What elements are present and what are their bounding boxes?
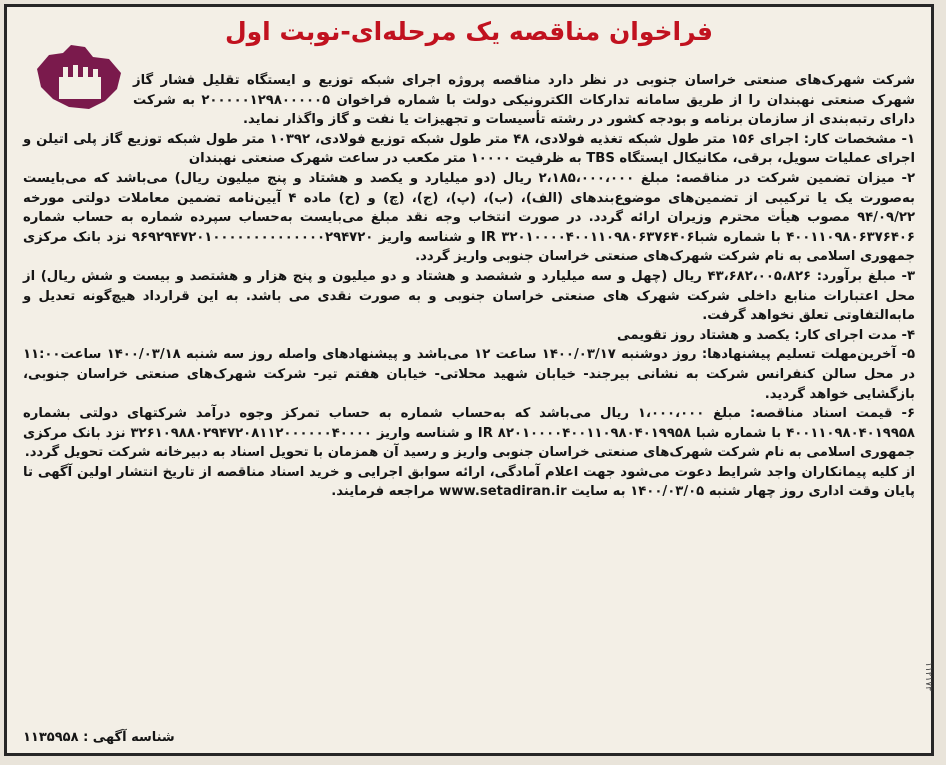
tender-notice bbox=[4, 4, 934, 756]
notice-body bbox=[23, 71, 915, 502]
notice-item: ۶- قیمت اسناد مناقصه: مبلغ ۱،۰۰۰،۰۰۰ ریال می‌باشد که به‌حساب شماره به حساب تمرکز وجوه درآمد شرکتهای دولتی بشماره ۴۰۰۱۱۰۹۸۰۴۰۱۹۹۵۸ با شماره شبا IR ۸۲۰۱۰۰۰۰۴۰۰۱۱۰۹۸۰۴۰۱۹۹۵۸ و شناسه واریز ۳۲۶۱۰۹۸۸۰۲۹۴۷۲۰۸۱۱۲۰۰۰۰۰۰۴۰۰۰۰ نزد بانک مرکزی جمهوری اسلامی به نام شرکت شهرک‌های صنعتی خراسان جنوبی واریز و رسید آن همزمان با تحویل اسناد به دبیرخانه شرکت تحویل گردد. bbox=[23, 406, 915, 461]
notice-item: ۴- مدت اجرای کار: یکصد و هشتاد روز تقویمی bbox=[617, 327, 915, 343]
notice-item: ۵- آخرین‌مهلت تسلیم پیشنهادها: روز دوشنبه ۱۴۰۰/۰۳/۱۷ ساعت ۱۲ می‌باشد و پیشنهادهای واصله روز سه شنبه ۱۴۰۰/۰۳/۱۸ ساعت۱۱:۰۰ در محل سالن کنفرانس شرکت به نشانی بیرجند- خیابان شهید محلاتی- خیابان هفتم تیر- شرکت شهرک‌های صنعتی خراسان جنوبی، بازگشایی خواهد گردید. bbox=[23, 347, 916, 402]
notice-item: ۲- میزان تضمین شرکت در مناقصه: مبلغ ۲،۱۸۵،۰۰۰،۰۰۰ ریال (دو میلیارد و یکصد و هشتاد و پنج میلیون ریال) می‌باشد که می‌بایست به‌صورت یک یا ترکیبی از تضمین‌های موضوع‌بندهای (الف)، (ب)، (پ)، (ج)، (چ) و (ح) ماده ۴ آیین‌نامه تضمین معاملات دولتی مورخه ۹۴/۰۹/۲۲ مصوب هیأت محترم وزیران ارائه گردد. در صورت انتخاب وجه نقد مبلغ می‌بایست به‌حساب سپرده شماره به حساب شماره ۴۰۰۱۱۰۹۸۰۶۳۷۶۴۰۶ با شماره شباIR ۳۲۰۱۰۰۰۰۴۰۰۱۱۰۹۸۰۶۳۷۶۴۰۶ و شناسه واریز ۹۶۹۲۹۴۷۲۰۱۰۰۰۰۰۰۰۰۰۰۰۰۰۰۲۹۴۷۲۰ نزد بانک مرکزی جمهوری اسلامی به نام شرکت شهرک‌های صنعتی خراسان جنوبی واریز گردد. bbox=[23, 170, 915, 265]
notice-item: از کلیه پیمانکاران واجد شرایط دعوت می‌شود جهت اعلام آمادگی، ارائه سوابق اجرایی و خرید اسناد مناقصه از تاریخ انتشار اولین آگهی تا پایان وقت اداری روز چهار شنبه ۱۴۰۰/۰۳/۰۵ به سایت www.setadiran.ir مراجعه فرمایند. bbox=[23, 464, 915, 500]
notice-item: ۳- مبلغ برآورد: ۴۳،۶۸۲،۰۰۵،۸۲۶ ریال (چهل و سه میلیارد و ششصد و هشتاد و دو میلیون و پنج هزار و هشتصد و بیست و شش ریال) از محل اعتبارات منابع داخلی شرکت شهرک های صنعتی خراسان جنوبی و به صورت نقدی می باشد. به این قرارداد هیچ‌گونه تعدیل و مابه‌التفاوتی تعلق نخواهد گرفت. bbox=[23, 268, 915, 324]
notice-title: فراخوان مناقصه یک مرحله‌ای-نوبت اول bbox=[224, 17, 714, 46]
side-code: ۱۱۲۱۷۳ bbox=[923, 662, 933, 692]
notice-id: شناسه آگهی : ۱۱۳۵۹۵۸ bbox=[23, 730, 175, 745]
notice-item: ۱- مشخصات کار: اجرای ۱۵۶ متر طول شبکه تغذیه فولادی، ۴۸ متر طول شبکه توزیع فولادی، ۱۰۳۹۲ متر طول شبکه توزیع گاز پلی اتیلن و اجرای عملیات سویل، برقی، مکانیکال ایستگاه TBS به ظرفیت ۱۰۰۰۰ متر مکعب در ساعت شهرک صنعتی نهبندان bbox=[23, 131, 915, 167]
notice-intro: شرکت شهرک‌های صنعتی خراسان جنوبی در نظر دارد مناقصه پروژه اجرای شبکه توزیع و ایستگاه تقلیل فشار گاز شهرک صنعتی نهبندان را از طریق سامانه تدارکات الکترونیکی دولت با شماره فراخوان ۲۰۰۰۰۰۱۲۹۸۰۰۰۰۰۵ به شرکت دارای رتبه‌بندی از سازمان برنامه و بودجه کشور در رشته تأسیسات و تجهیزات یا نفت و گاز واگذار نماید. bbox=[133, 73, 915, 128]
